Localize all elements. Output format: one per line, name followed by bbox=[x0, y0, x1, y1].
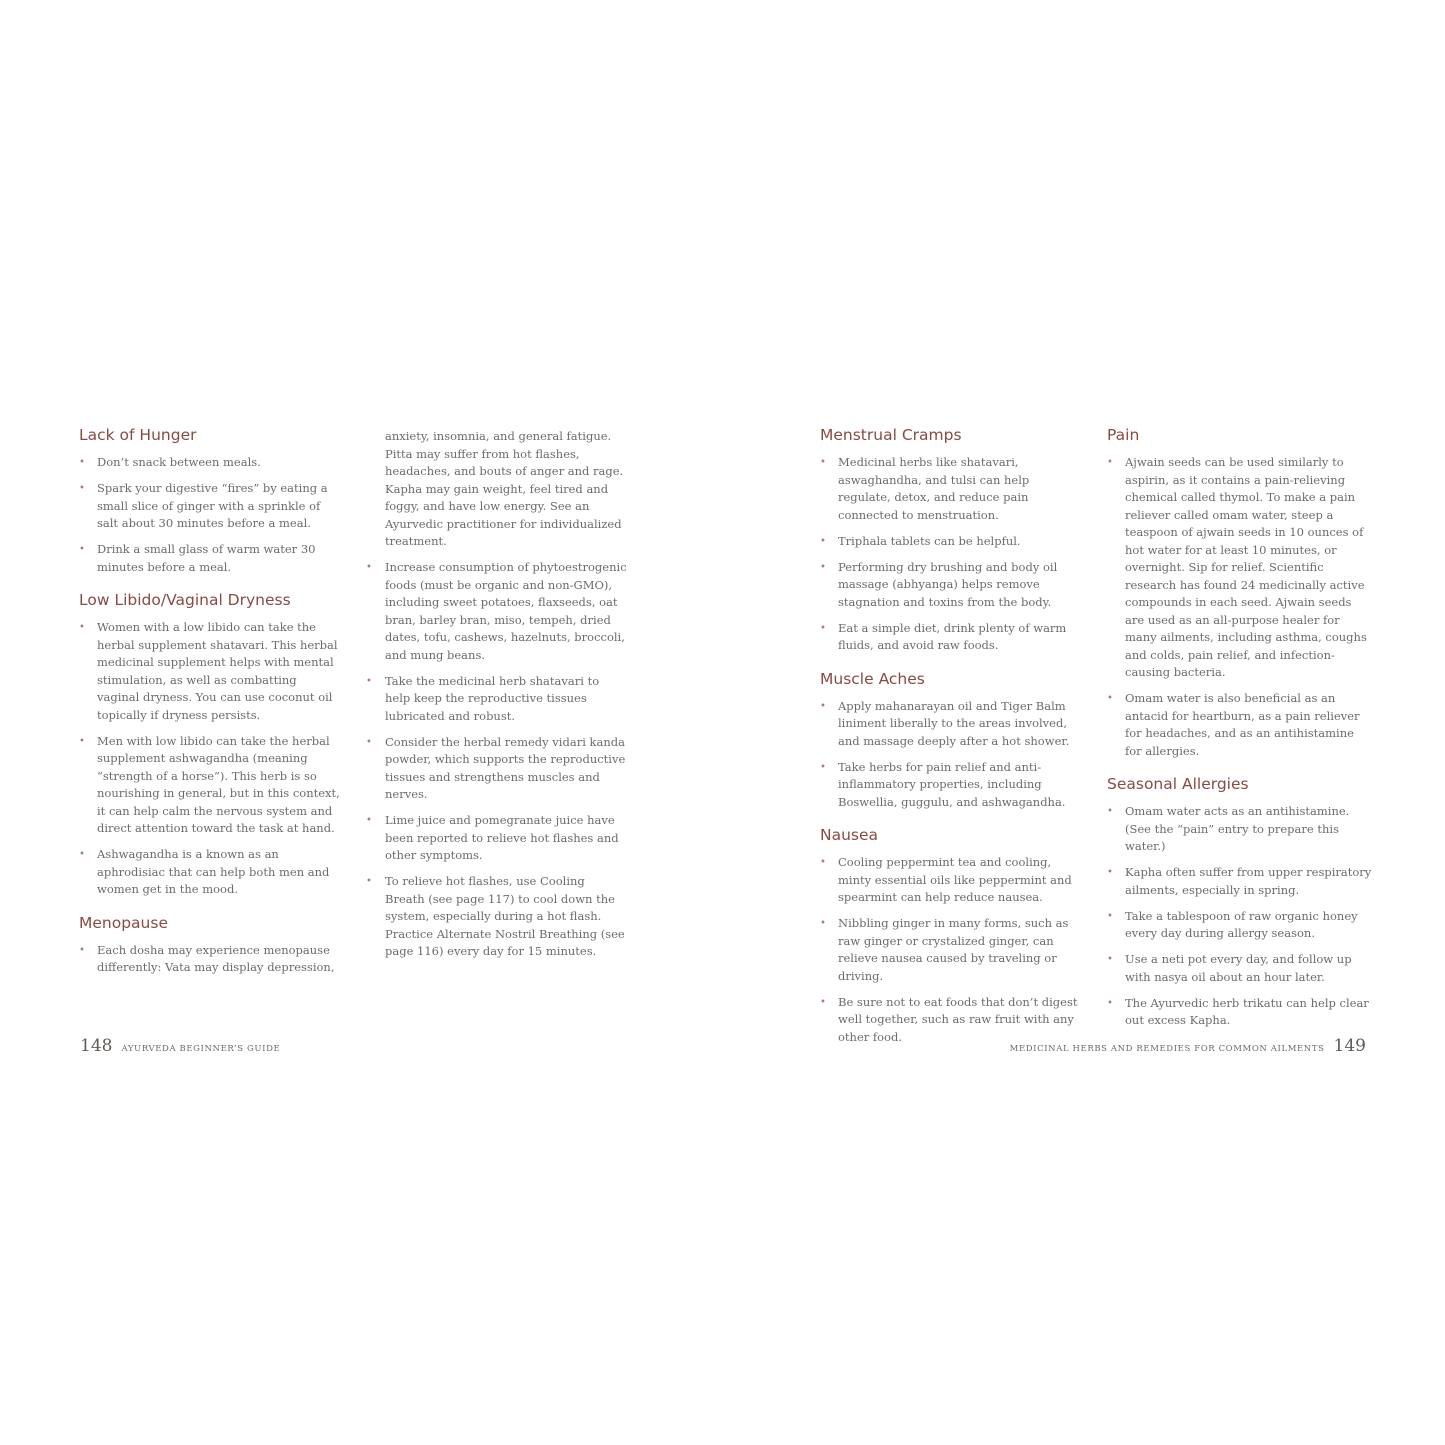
section-heading: Menstrual Cramps bbox=[820, 426, 962, 444]
list-item: • Nibbling ginger in many forms, such as raw ginger or crystalized ginger, can relieve nausea caused by traveling or driving. bbox=[820, 915, 1082, 985]
list-item: • Each dosha may experience menopause differently: Vata may display depression, bbox=[79, 942, 341, 977]
section-heading: Seasonal Allergies bbox=[1107, 775, 1249, 793]
left-page-column-1 bbox=[79, 425, 341, 985]
list-item: • Ajwain seeds can be used similarly to aspirin, as it contains a pain-relieving chemical called thymol. To make a pain reliever called omam water, steep a teaspoon of ajwain seeds in 10 ounces of hot water for at least 10 minutes, or overnight. Sip for relief. Scientific research has found 24 medicinally active compounds in each seed. Ajwain seeds are used as an all-purpose healer for many ailments, including asthma, coughs and colds, pain relief, and infection-causing bacteria. bbox=[1107, 454, 1372, 682]
section-heading: Lack of Hunger bbox=[79, 426, 197, 444]
left-page-column-2 bbox=[366, 425, 628, 969]
list-item: • Apply mahanarayan oil and Tiger Balm liniment liberally to the areas involved, and massage deeply after a hot shower. bbox=[820, 698, 1082, 751]
right-page-column-2 bbox=[1107, 425, 1372, 1038]
right-page-column-1 bbox=[820, 425, 1082, 1055]
bullet-list bbox=[820, 698, 1082, 812]
list-item: • Ashwagandha is a known as an aphrodisiac that can help both men and women get in the mood. bbox=[79, 846, 341, 899]
list-item: • Don’t snack between meals. bbox=[79, 454, 341, 472]
section-heading: Menopause bbox=[79, 913, 168, 932]
bullet-list bbox=[79, 454, 341, 576]
list-item: • Medicinal herbs like shatavari, aswaghandha, and tulsi can help regulate, detox, and reduce pain connected to menstruation. bbox=[820, 454, 1082, 524]
running-head: MEDICINAL HERBS AND REMEDIES FOR COMMON AILMENTS bbox=[1009, 1044, 1325, 1054]
section-heading: Pain bbox=[1107, 426, 1140, 444]
section-nausea bbox=[820, 825, 1082, 1046]
bullet-list bbox=[820, 854, 1082, 1046]
list-item: • Increase consumption of phytoestrogenic foods (must be organic and non-GMO), including sweet potatoes, flaxseeds, oat bran, barley bran, miso, tempeh, dried dates, tofu, cashews, hazelnuts, broccoli, and mung beans. bbox=[366, 559, 628, 664]
list-item: • Take the medicinal herb shatavari to help keep the reproductive tissues lubricated and robust. bbox=[366, 673, 628, 726]
section-lack-of-hunger bbox=[79, 425, 341, 576]
section-seasonal-allergies bbox=[1107, 774, 1372, 1030]
bullet-list bbox=[820, 454, 1082, 655]
list-item: • Eat a simple diet, drink plenty of warm fluids, and avoid raw foods. bbox=[820, 620, 1082, 655]
bullet-list bbox=[366, 559, 628, 961]
list-item: • Spark your digestive “fires” by eating a small slice of ginger with a sprinkle of salt about 30 minutes before a meal. bbox=[79, 480, 341, 533]
section-heading: Muscle Aches bbox=[820, 669, 925, 688]
page-number: 148 bbox=[80, 1036, 113, 1056]
section-heading: Low Libido/Vaginal Dryness bbox=[79, 591, 291, 609]
list-item: • Performing dry brushing and body oil massage (abhyanga) helps remove stagnation and toxins from the body. bbox=[820, 559, 1082, 612]
right-page-footer bbox=[1010, 1036, 1366, 1056]
section-menstrual-cramps bbox=[820, 425, 1082, 655]
list-item: • To relieve hot flashes, use Cooling Breath (see page 117) to cool down the system, especially during a hot flash. Practice Alternate Nostril Breathing (see page 116) every day for 15 minutes. bbox=[366, 873, 628, 961]
list-item: • The Ayurvedic herb trikatu can help clear out excess Kapha. bbox=[1107, 995, 1372, 1030]
menopause-continuation: anxiety, insomnia, and general fatigue. Pitta may suffer from hot flashes, headaches, and bouts of anger and rage. Kapha may gain weight, feel tired and foggy, and have low energy. See an Ayurvedic practitioner for individualized treatment. bbox=[385, 429, 624, 548]
bullet-list bbox=[79, 942, 341, 977]
list-item: • Consider the herbal remedy vidari kanda powder, which supports the reproductive tissues and strengthens muscles and nerves. bbox=[366, 734, 628, 804]
list-item: • Be sure not to eat foods that don’t digest well together, such as raw fruit with any other food. bbox=[820, 994, 1082, 1047]
list-item: • Take a tablespoon of raw organic honey every day during allergy season. bbox=[1107, 908, 1372, 943]
list-item: • Omam water is also beneficial as an antacid for heartburn, as a pain reliever for headaches, and as an antihistamine for allergies. bbox=[1107, 690, 1372, 760]
section-menopause bbox=[79, 913, 341, 977]
list-item: • Use a neti pot every day, and follow up with nasya oil about an hour later. bbox=[1107, 951, 1372, 986]
list-item: • Women with a low libido can take the herbal supplement shatavari. This herbal medicinal supplement helps with mental stimulation, as well as combatting vaginal dryness. You can use coconut oil topically if dryness persists. bbox=[79, 619, 341, 724]
list-item: • Drink a small glass of warm water 30 minutes before a meal. bbox=[79, 541, 341, 576]
left-page-footer bbox=[80, 1036, 280, 1056]
running-head: AYURVEDA BEGINNER’S GUIDE bbox=[121, 1044, 281, 1054]
list-item: • Men with low libido can take the herbal supplement ashwagandha (meaning “strength of a horse”). This herb is so nourishing in general, but in this context, it can help calm the nervous system and direct attention toward the task at hand. bbox=[79, 733, 341, 838]
list-item: • Triphala tablets can be helpful. bbox=[820, 533, 1082, 551]
list-item: • Omam water acts as an antihistamine. (See the “pain” entry to prepare this water.) bbox=[1107, 803, 1372, 856]
list-item: • Lime juice and pomegranate juice have been reported to relieve hot flashes and other symptoms. bbox=[366, 812, 628, 865]
section-muscle-aches bbox=[820, 669, 1082, 812]
list-item: • Cooling peppermint tea and cooling, minty essential oils like peppermint and spearmint can help reduce nausea. bbox=[820, 854, 1082, 907]
bullet-list bbox=[1107, 803, 1372, 1030]
bullet-list bbox=[1107, 454, 1372, 760]
section-heading: Nausea bbox=[820, 826, 879, 844]
list-item: • Kapha often suffer from upper respiratory ailments, especially in spring. bbox=[1107, 864, 1372, 899]
page-number: 149 bbox=[1333, 1036, 1366, 1056]
list-item: • Take herbs for pain relief and anti-inflammatory properties, including Boswellia, guggulu, and ashwagandha. bbox=[820, 759, 1082, 812]
bullet-list bbox=[79, 619, 341, 899]
section-pain bbox=[1107, 425, 1372, 760]
section-low-libido bbox=[79, 590, 341, 899]
